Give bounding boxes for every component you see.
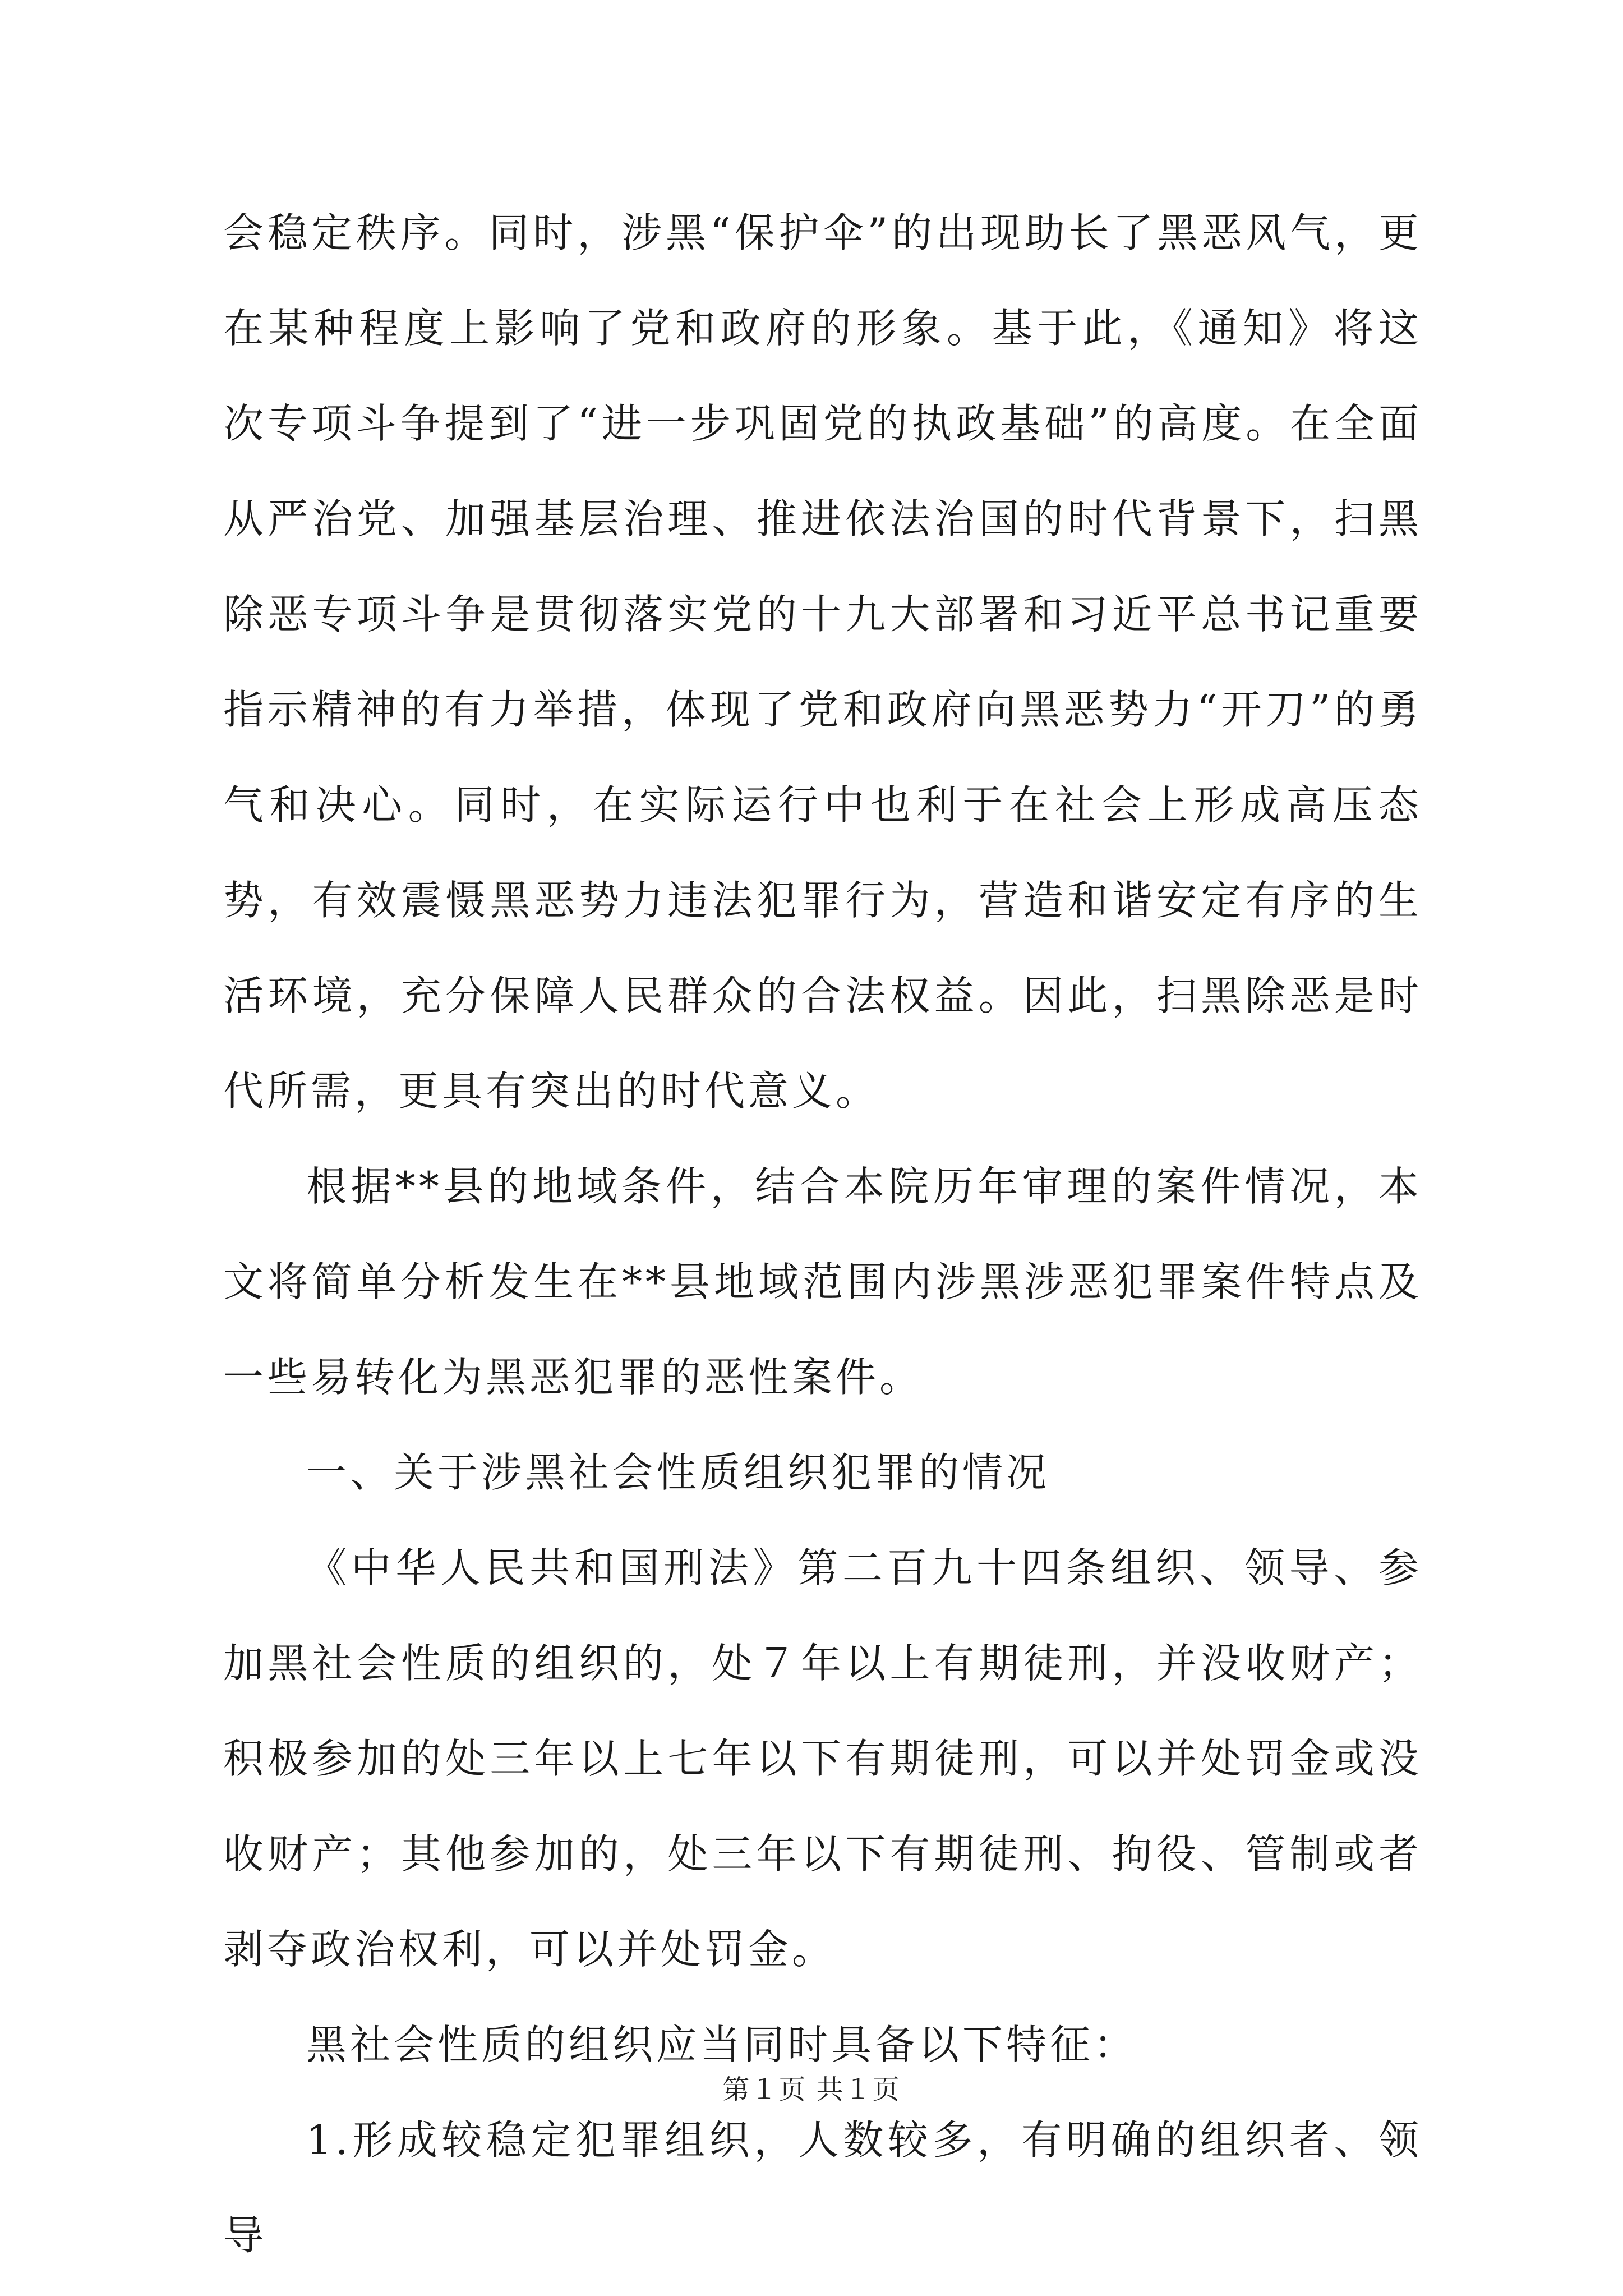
section-heading: 一、关于涉黑社会性质组织犯罪的情况 bbox=[306, 1449, 1050, 1496]
list-item-feature-1: 1.形成较稳定犯罪组织，人数较多，有明确的组织者、领导 bbox=[223, 2116, 1422, 2259]
page-footer: 第１页 共１页 bbox=[722, 2074, 901, 2105]
paragraph-criminal-law: 《中华人民共和国刑法》第二百九十四条组织、领导、参加黑社会性质的组织的，处７年以上有期徒刑，并没收财产；积极参加的处三年以上七年以下有期徒刑，可以并处罚金或没收财产；其他参加的，处三年以下有期徒刑、拘役、管制或者剥夺政治权利，可以并处罚金。 bbox=[223, 1544, 1422, 1973]
document-body bbox=[223, 185, 1422, 2283]
paragraph-features-intro: 黑社会性质的组织应当同时具备以下特征： bbox=[306, 2021, 1138, 2068]
paragraph-continuation: 会稳定秩序。同时，涉黑“保护伞”的出现助长了黑恶风气，更在某种程度上影响了党和政府的形象。基于此，《通知》将这次专项斗争提到了“进一步巩固党的执政基础”的高度。在全面从严治党、加强基层治理、推进依法治国的时代背景下，扫黑除恶专项斗争是贯彻落实党的十九大部署和习近平总书记重要指示精神的有力举措，体现了党和政府向黑恶势力“开刀”的勇气和决心。同时，在实际运行中也利于在社会上形成高压态势，有效震慑黑恶势力违法犯罪行为，营造和谐安定有序的生活环境，充分保障人民群众的合法权益。因此，扫黑除恶是时代所需，更具有突出的时代意义。 bbox=[223, 209, 1422, 1115]
paragraph-county-analysis: 根据**县的地域条件，结合本院历年审理的案件情况，本文将简单分析发生在**县地域范围内涉黑涉恶犯罪案件特点及一些易转化为黑恶犯罪的恶性案件。 bbox=[223, 1163, 1422, 1401]
